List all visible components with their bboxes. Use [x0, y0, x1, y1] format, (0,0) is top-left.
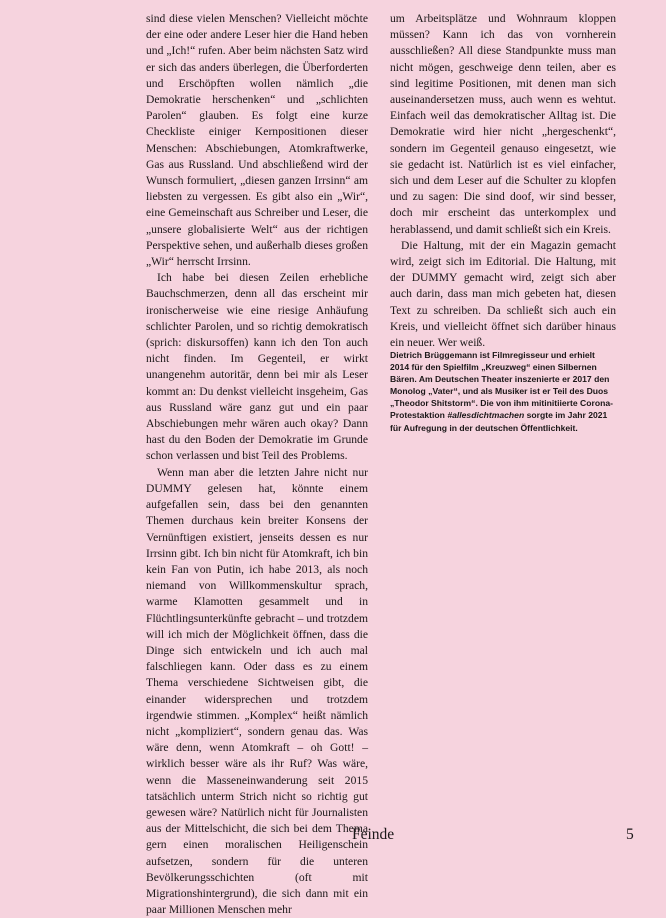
- author-bio-text: Dietrich Brüggemann ist Filmregisseur und erhielt 2014 für den Spielfilm „Kreuzweg“ einen Silbernen Bären. Am Deutschen Theater inszenierte er 2017 den Monolog „Vater“, und als Musiker ist er Teil des Duos „Theodor Shitstorm“. Die von ihm mitinitiierte Corona-Protestaktion: [390, 350, 613, 421]
- paragraph: um Arbeitsplätze und Wohnraum kloppen müssen? Kann ich das von vornherein ausschließen? All diese Standpunkte muss man nicht mögen, geschweige denn teilen, aber es sind legitime Positionen, mit denen man sich auseinandersetzen muss, auch wenn es wehtut. Einfach weil das demokratischer Alltag ist. Die Demokratie wird hier nicht „hergeschenkt“, sondern im Gegenteil genauso eingesetzt, wie sie gedacht ist. Natürlich ist es viel einfacher, sich und dem Leser auf die Schulter zu klopfen und zu sagen: Die sind doof, wir sind besser, doch mir erscheint das unterkomplex und herablassend, und damit schließt sich ein Kreis.: [390, 12, 616, 236]
- page-number: 5: [626, 826, 634, 843]
- paragraph: Ich habe bei diesen Zeilen erhebliche Bauchschmerzen, denn all das erscheint mir ironischerweise wie eine riesige Anhäufung schlichter Parolen, und so richtig demokratisch (sprich: diskursoffen) kann ich den Ton auch nicht finden. Im Gegenteil, er wirkt unangenehm autoritär, denn bei mir als Leser kommt an: Du denkst vielleicht insgeheim, Gas aus Russland wäre ganz gut und ein paar Abschiebungen mehr wären auch okay? Dann hast du den Boden der Demokratie im Grunde schon verlassen und bist Teil des Problems.: [146, 271, 368, 463]
- paragraph: sind diese vielen Menschen? Vielleicht möchte der eine oder andere Leser hier die Hand heben und „Ich!“ rufen. Aber beim nächsten Satz wird er sich das anders überlegen, die Überforderten und Erschöpften wollen nämlich „die Demokratie herschenken“ und „schlichten Parolen“ glauben. Es folgt eine kurze Checkliste einiger Kernpositionen dieser Menschen: Abschiebungen, Atomkraftwerke, Gas aus Russland. Und abschließend wird der Wunsch formuliert, „diesen ganzen Irrsinn“ am liebsten zu vergessen. Es gibt also ein „Wir“, eine Gemeinschaft aus Schreiber und Leser, die „unsere globalisierte Welt“ aus der richtigen Perspektive sehen, und außerhalb dieses großen „Wir“ herrscht Irrsinn.: [146, 12, 368, 269]
- article-column-left: [146, 11, 368, 918]
- author-bio: [390, 349, 614, 434]
- paragraph: Wenn man aber die letzten Jahre nicht nur DUMMY gelesen hat, könnte einem aufgefallen sein, dass bei den genannten Themen durchaus kein breiter Konsens der Vernünftigen existiert, jenseits dessen es nur Irrsinn gibt. Ich bin nicht für Atomkraft, ich bin kein Fan von Putin, ich habe 2013, als noch niemand von Willkommenskultur sprach, warme Klamotten gesammelt und in Flüchtlingsunterkünfte gebracht – und trotzdem will ich mich der Möglichkeit öffnen, dass die Dinge sich entwickeln und ich auch mal falschliegen kann. Oder dass es zu einem Thema verschiedene Sichtweisen gibt, die einander widersprechen und trotzdem irgendwie stimmen. „Komplex“ heißt nämlich nicht „kompliziert“, sondern genau das. Was wäre denn, wenn Atomkraft – oh Gott! – wirklich besser wäre als ihr Ruf? Was wäre, wenn die Masseneinwanderung seit 2015 tatsächlich unterm Strich nicht so richtig gut gewesen wäre? Natürlich nicht für Journalisten aus der Mittelschicht, die sich bei dem Thema gern einen moralischen Heiligenschein aufsetzen, sondern für die unteren Bevölkerungsschichten (oft mit Migrationshintergrund), die sich dann mit ein paar Millionen Menschen mehr: [146, 465, 368, 917]
- author-bio-text-end: sorgte im Jahr 2021 für Aufregung in der deutschen Öffentlichkeit.: [390, 410, 608, 433]
- article-column-right: [390, 11, 616, 351]
- paragraph: Die Haltung, mit der ein Magazin gemacht wird, zeigt sich im Editorial. Die Haltung, mit der DUMMY gemacht wird, zeigt sich aber auch darin, dass man mich gebeten hat, diesen Text zu schreiben. Da schließt sich auch ein Kreis, und vielleicht öffnet sich darüber hinaus ein neuer. Wer weiß.: [390, 238, 616, 350]
- section-title: Feinde: [352, 826, 395, 843]
- author-bio-hashtag: #allesdichtmachen: [447, 410, 525, 421]
